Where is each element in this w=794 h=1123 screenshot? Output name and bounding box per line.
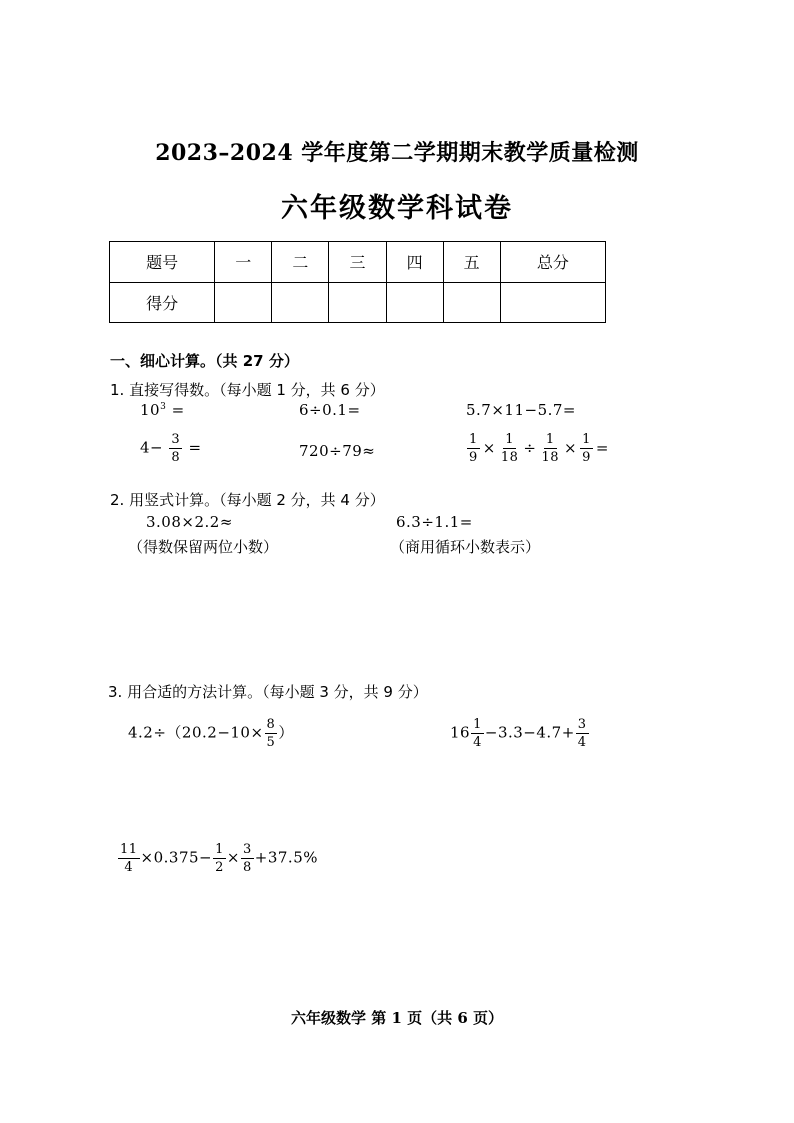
operator: × bbox=[482, 438, 496, 457]
fraction bbox=[241, 843, 254, 874]
problem-1f bbox=[466, 433, 611, 464]
score-header-cell: 三 bbox=[329, 242, 386, 283]
score-header-cell: 四 bbox=[386, 242, 443, 283]
problem-2b-note: （商用循环小数表示） bbox=[390, 538, 541, 556]
score-cell bbox=[386, 282, 443, 323]
problem-1c: 5.7×11−5.7= bbox=[466, 401, 577, 419]
problem-3a-tail: ） bbox=[278, 723, 294, 742]
fraction-numerator: 11 bbox=[120, 842, 138, 857]
fraction-numerator: 1 bbox=[469, 432, 478, 447]
score-row-label: 得分 bbox=[110, 282, 215, 323]
problem-3b bbox=[450, 718, 590, 749]
page-footer: 六年级数学 第 1 页（共 6 页） bbox=[291, 1009, 503, 1027]
section-heading: 一、细心计算。（共 27 分） bbox=[110, 352, 299, 370]
fraction-numerator: 1 bbox=[473, 717, 482, 732]
question-title: 3. 用合适的方法计算。（每小题 3 分，共 9 分） bbox=[108, 683, 428, 701]
fraction-denominator: 18 bbox=[500, 450, 519, 465]
problem-3a bbox=[128, 718, 294, 749]
score-header-cell: 二 bbox=[272, 242, 329, 283]
fraction-denominator: 4 bbox=[577, 735, 587, 750]
problem-1b: 6÷0.1= bbox=[299, 401, 361, 419]
problem-1a bbox=[140, 401, 185, 419]
score-table bbox=[109, 241, 606, 323]
fraction bbox=[118, 843, 140, 874]
operator: × bbox=[564, 438, 578, 457]
problem-2a-note: （得数保留两位小数） bbox=[128, 538, 279, 556]
problem-3c-mid1: ×0.375− bbox=[140, 848, 213, 867]
problem-3c-tail: +37.5% bbox=[254, 848, 319, 867]
question-title: 1. 直接写得数。（每小题 1 分，共 6 分） bbox=[110, 381, 385, 399]
problem-3b-mid: −3.3−4.7+ bbox=[484, 723, 575, 742]
fraction-denominator: 4 bbox=[473, 735, 482, 750]
score-cell bbox=[443, 282, 500, 323]
question-title: 2. 用竖式计算。（每小题 2 分，共 4 分） bbox=[110, 491, 385, 509]
equals-sign: = bbox=[595, 438, 609, 457]
problem-1d bbox=[140, 433, 202, 464]
problem-1d-pre: 4− bbox=[140, 438, 164, 457]
score-header-cell: 一 bbox=[215, 242, 272, 283]
fraction bbox=[169, 433, 182, 464]
fraction bbox=[580, 433, 593, 464]
exam-subtitle: 六年级数学科试卷 bbox=[281, 193, 513, 224]
fraction-numerator: 1 bbox=[215, 842, 224, 857]
problem-3c-mid2: × bbox=[226, 848, 240, 867]
operator: ÷ bbox=[523, 438, 537, 457]
fraction-numerator: 1 bbox=[582, 432, 591, 447]
problem-2a: 3.08×2.2≈ bbox=[146, 513, 233, 531]
fraction-denominator: 9 bbox=[469, 450, 478, 465]
fraction bbox=[499, 433, 521, 464]
score-cell bbox=[329, 282, 386, 323]
fraction-numerator: 1 bbox=[545, 432, 555, 447]
problem-3c bbox=[117, 843, 318, 874]
fraction bbox=[265, 718, 278, 749]
fraction-numerator: 3 bbox=[171, 432, 181, 447]
score-table-header-row bbox=[110, 242, 606, 283]
fraction-numerator: 3 bbox=[243, 842, 252, 857]
exam-title: 2023–2024 学年度第二学期期末教学质量检测 bbox=[155, 140, 639, 166]
problem-2b: 6.3÷1.1= bbox=[396, 513, 473, 531]
score-cell bbox=[272, 282, 329, 323]
fraction bbox=[213, 843, 226, 874]
problem-1d-tail: = bbox=[188, 438, 202, 457]
fraction-numerator: 8 bbox=[266, 717, 276, 732]
score-header-cell: 总分 bbox=[500, 242, 605, 283]
fraction bbox=[471, 718, 484, 749]
score-header-cell: 题号 bbox=[110, 242, 215, 283]
fraction bbox=[467, 433, 480, 464]
fraction-denominator: 18 bbox=[541, 450, 560, 465]
score-cell bbox=[500, 282, 605, 323]
fraction bbox=[576, 718, 589, 749]
fraction-denominator: 9 bbox=[582, 450, 591, 465]
score-table-score-row bbox=[110, 282, 606, 323]
fraction-denominator: 2 bbox=[215, 860, 224, 875]
problem-1a-base: 10 bbox=[140, 401, 161, 419]
fraction-numerator: 3 bbox=[577, 717, 587, 732]
fraction-denominator: 4 bbox=[124, 860, 134, 875]
fraction-numerator: 1 bbox=[505, 432, 515, 447]
score-header-cell: 五 bbox=[443, 242, 500, 283]
fraction-denominator: 5 bbox=[266, 735, 276, 750]
problem-1e: 720÷79≈ bbox=[299, 442, 376, 460]
score-cell bbox=[215, 282, 272, 323]
problem-3a-pre: 4.2÷（20.2−10× bbox=[128, 723, 264, 742]
fraction-denominator: 8 bbox=[171, 450, 181, 465]
fraction-denominator: 8 bbox=[243, 860, 252, 875]
problem-1a-exponent: 3 bbox=[160, 402, 167, 412]
problem-1a-tail: = bbox=[166, 401, 185, 419]
mixed-number-whole: 16 bbox=[450, 723, 471, 742]
fraction bbox=[539, 433, 561, 464]
